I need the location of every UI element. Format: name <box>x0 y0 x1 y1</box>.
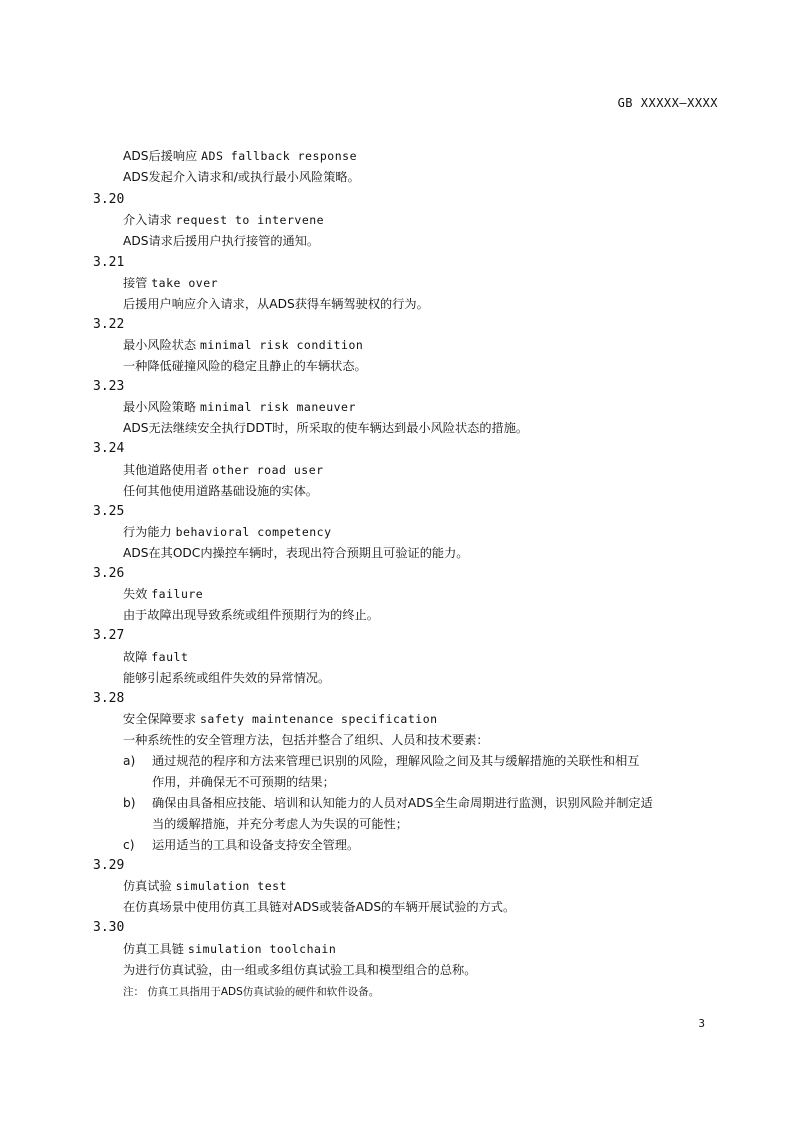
term-cn: 失效 <box>123 587 148 601</box>
term-en: ADS fallback response <box>201 149 357 163</box>
list-item-label: c) <box>123 838 135 852</box>
term <box>123 711 438 727</box>
term-cn: 最小风险状态 <box>123 338 197 352</box>
term <box>123 275 218 291</box>
term-cn: 仿真试验 <box>123 879 172 893</box>
entry-number: 3.25 <box>93 504 125 519</box>
term-cn: 其他道路使用者 <box>123 463 209 477</box>
definition: 一种系统性的安全管理方法，包括并整合了组织、人员和技术要素： <box>123 733 489 747</box>
term <box>123 524 332 540</box>
entry-number: 3.29 <box>93 858 125 873</box>
list-item-text: 当的缓解措施，并充分考虑人为失误的可能性； <box>152 817 408 831</box>
term <box>123 212 324 228</box>
term <box>123 941 336 957</box>
term-ads-fallback-response <box>123 148 357 164</box>
term-en: behavioral competency <box>175 525 332 539</box>
entry-number: 3.23 <box>93 379 125 394</box>
definition: ADS在其ODC内操控车辆时，表现出符合预期且可验证的能力。 <box>123 546 469 560</box>
entry-number: 3.20 <box>93 192 125 207</box>
list-item-text: 确保由具备相应技能、培训和认知能力的人员对ADS全生命周期进行监测，识别风险并制定适 <box>152 796 653 810</box>
term <box>123 649 188 665</box>
definition: 为进行仿真试验，由一组或多组仿真试验工具和模型组合的总称。 <box>123 963 477 977</box>
standard-code-header: GB XXXXX—XXXX <box>617 96 718 110</box>
term-cn: 行为能力 <box>123 525 172 539</box>
term-en: minimal risk condition <box>200 338 364 352</box>
definition: 任何其他使用道路基础设施的实体。 <box>123 484 318 498</box>
term <box>123 399 356 415</box>
term <box>123 586 203 602</box>
page-number: 3 <box>698 1017 705 1030</box>
list-item-text: 运用适当的工具和设备支持安全管理。 <box>152 838 360 852</box>
term-cn: 最小风险策略 <box>123 400 197 414</box>
definition: 在仿真场景中使用仿真工具链对ADS或装备ADS的车辆开展试验的方式。 <box>123 900 516 914</box>
term-en: take over <box>151 276 219 290</box>
entry-number: 3.30 <box>93 920 125 935</box>
term-cn: 故障 <box>123 650 148 664</box>
term-en: fault <box>151 650 189 664</box>
entry-number: 3.27 <box>93 628 125 643</box>
definition: 一种降低碰撞风险的稳定且静止的车辆状态。 <box>123 359 367 373</box>
definition: ADS发起介入请求和/或执行最小风险策略。 <box>123 170 360 184</box>
entry-number: 3.24 <box>93 441 125 456</box>
definition: 能够引起系统或组件失效的异常情况。 <box>123 671 331 685</box>
term <box>123 878 287 894</box>
term-en: minimal risk maneuver <box>200 400 356 414</box>
term-en: simulation toolchain <box>187 942 337 956</box>
note: 注： 仿真工具指用于ADS仿真试验的硬件和软件设备。 <box>123 986 380 998</box>
term-en: request to intervene <box>175 213 325 227</box>
term-cn: 接管 <box>123 276 148 290</box>
term-en: safety maintenance specification <box>200 712 438 726</box>
term-cn: 仿真工具链 <box>123 942 184 956</box>
definition: ADS无法继续安全执行DDT时，所采取的使车辆达到最小风险状态的措施。 <box>123 421 529 435</box>
definition: ADS请求后援用户执行接管的通知。 <box>123 234 320 248</box>
list-item-label: a) <box>123 754 136 768</box>
definition: 后援用户响应介入请求，从ADS获得车辆驾驶权的行为。 <box>123 297 429 311</box>
term-en: failure <box>151 587 204 601</box>
term-en: simulation test <box>175 879 287 893</box>
term <box>123 337 363 353</box>
list-item-text: 作用，并确保无不可预期的结果； <box>152 775 335 789</box>
term-cn: ADS后援响应 <box>123 149 198 163</box>
list-item-text: 通过规范的程序和方法来管理已识别的风险，理解风险之间及其与缓解措施的关联性和相互 <box>152 754 640 768</box>
term <box>123 462 324 478</box>
term-cn: 介入请求 <box>123 213 172 227</box>
entry-number: 3.21 <box>93 255 125 270</box>
entry-number: 3.28 <box>93 691 125 706</box>
list-item-label: b) <box>123 796 136 810</box>
definition: 由于故障出现导致系统或组件预期行为的终止。 <box>123 608 379 622</box>
entry-number: 3.22 <box>93 317 125 332</box>
entry-number: 3.26 <box>93 566 125 581</box>
term-cn: 安全保障要求 <box>123 712 197 726</box>
term-en: other road user <box>212 463 324 477</box>
